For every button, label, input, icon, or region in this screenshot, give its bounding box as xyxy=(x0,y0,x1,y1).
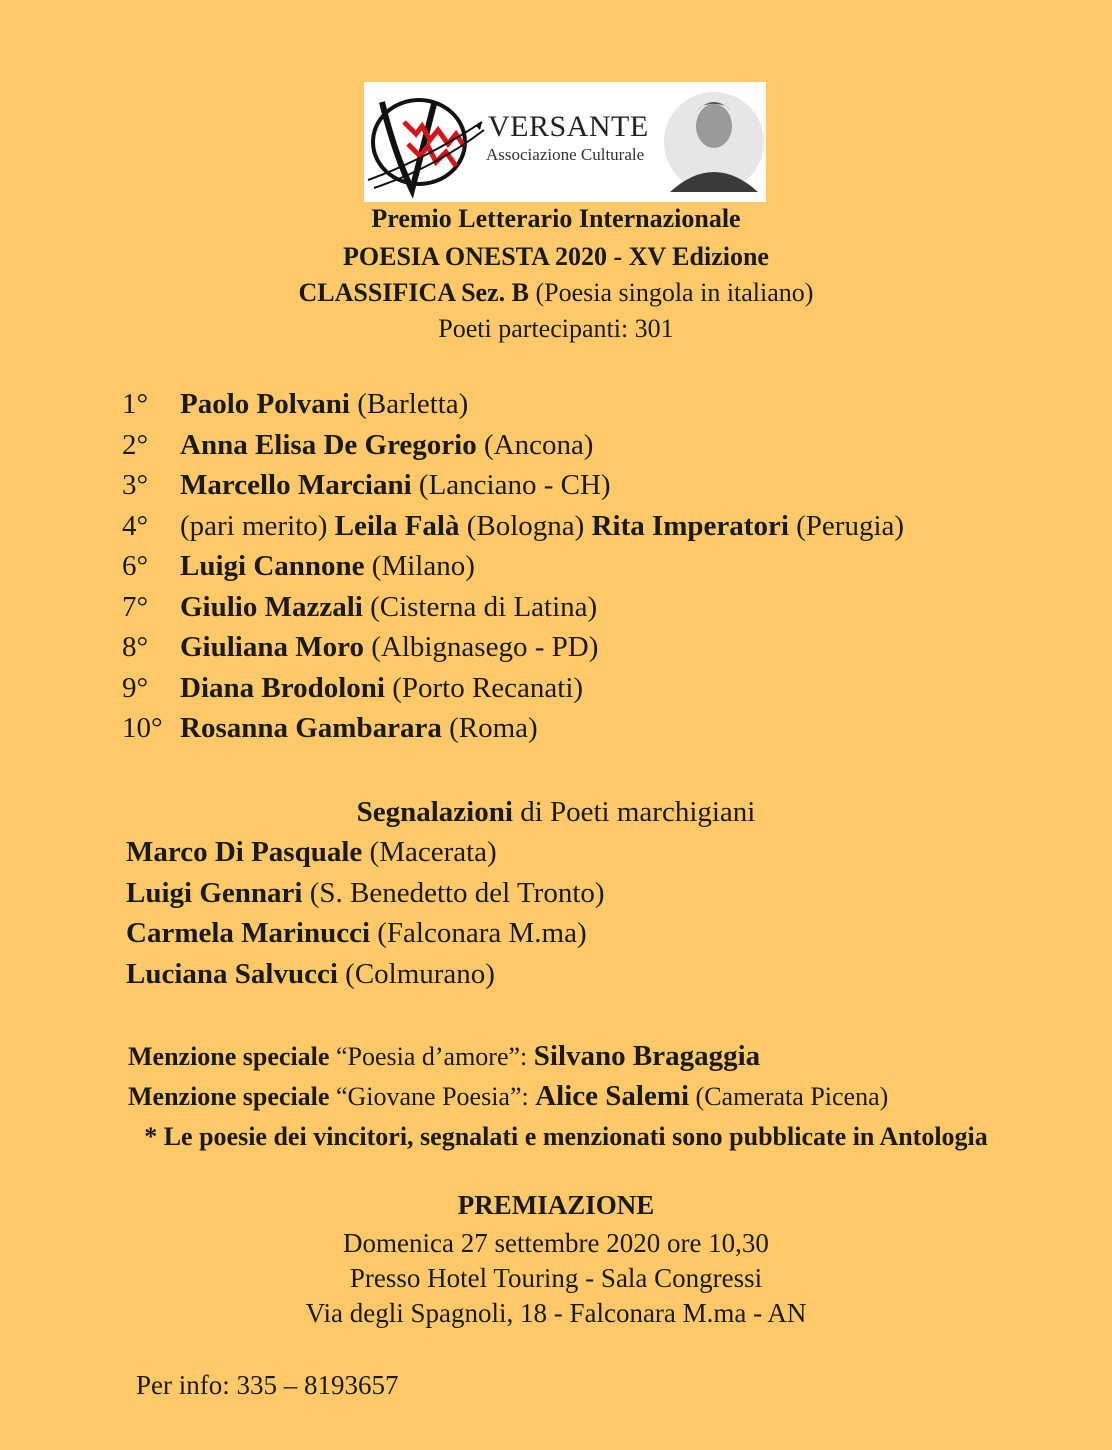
poet-city: (Barletta) xyxy=(349,388,469,420)
antologia-note: * Le poesie dei vincitori, segnalati e menzionati sono pubblicate in Antologia xyxy=(144,1122,988,1151)
ranking-row xyxy=(122,550,475,583)
poet-city: (Camerata Picena) xyxy=(689,1082,889,1111)
ranking-position: 3° xyxy=(122,469,149,501)
premiazione-date: Domenica 27 settembre 2020 ore 10,30 xyxy=(343,1228,769,1258)
poet-name: Paolo Polvani xyxy=(180,388,350,420)
segnalazione-row xyxy=(126,917,587,950)
poet-name: Anna Elisa De Gregorio xyxy=(180,429,477,461)
premiazione-title: PREMIAZIONE xyxy=(457,1190,655,1220)
ranking-row xyxy=(122,429,593,462)
menzione-label: Menzione speciale xyxy=(128,1082,330,1111)
poet-name: Marcello Marciani xyxy=(180,469,412,501)
poet-name: Carmela Marinucci xyxy=(126,917,371,949)
logo-subtitle-text: Associazione Culturale xyxy=(486,145,645,164)
ranking-position: 10° xyxy=(122,712,163,744)
menzione-category: “Giovane Poesia”: xyxy=(329,1082,536,1111)
poet-city: (Albignasego - PD) xyxy=(363,631,599,663)
poet-city: (Ancona) xyxy=(476,429,594,461)
poet-city: (Roma) xyxy=(441,712,538,744)
title-line-3: CLASSIFICA Sez. B (Poesia singola in italiano) xyxy=(298,278,814,307)
ranking-position: 7° xyxy=(122,591,149,623)
poet-name: Rosanna Gambarara xyxy=(180,712,442,744)
ranking-position: 9° xyxy=(122,672,149,704)
participants-count: Poeti partecipanti: 301 xyxy=(438,314,674,343)
poet-name: Alice Salemi xyxy=(535,1080,690,1112)
poet-city: (Cisterna di Latina) xyxy=(362,591,598,623)
menzione-row xyxy=(128,1040,760,1073)
ranking-position: 4° xyxy=(122,510,149,542)
poet-name: Luciana Salvucci xyxy=(126,958,338,990)
poet-city: (Bologna) xyxy=(459,510,592,542)
menzione-row xyxy=(128,1080,888,1113)
ranking-position: 1° xyxy=(122,388,149,420)
poet-city-2: (Perugia) xyxy=(788,510,905,542)
poet-name: Luigi Cannone xyxy=(180,550,365,582)
poet-name: Giuliana Moro xyxy=(180,631,364,663)
segnalazioni-title: Segnalazioni di Poeti marchigiani xyxy=(356,796,756,828)
ranking-row xyxy=(122,591,597,624)
premiazione-venue: Presso Hotel Touring - Sala Congressi xyxy=(349,1263,763,1293)
poet-name-2: Rita Imperatori xyxy=(591,510,789,542)
poet-city: (Porto Recanati) xyxy=(384,672,584,704)
segnalazione-row xyxy=(126,958,495,991)
ranking-row xyxy=(122,388,468,421)
poet-city: (Lanciano - CH) xyxy=(411,469,611,501)
poet-name: Diana Brodoloni xyxy=(180,672,385,704)
ranking-position: 2° xyxy=(122,429,149,461)
ranking-row xyxy=(122,510,904,543)
ranking-position: 6° xyxy=(122,550,149,582)
info-phone: Per info: 335 – 8193657 xyxy=(136,1370,399,1400)
logo-brand-text: VERSANTE xyxy=(488,110,649,143)
title-line-1: Premio Letterario Internazionale xyxy=(371,204,741,233)
segnalazione-row xyxy=(126,836,497,869)
poet-name: Marco Di Pasquale xyxy=(126,836,363,868)
ranking-row xyxy=(122,712,538,745)
poet-name: Giulio Mazzali xyxy=(180,591,363,623)
poet-city: (Macerata) xyxy=(362,836,497,868)
poet-city: (Falconara M.ma) xyxy=(370,917,587,949)
ranking-position: 8° xyxy=(122,631,149,663)
ranking-row xyxy=(122,469,611,502)
segnalazione-row xyxy=(126,877,605,910)
ranking-row xyxy=(122,631,598,664)
poet-city: (Milano) xyxy=(364,550,475,582)
versante-logo xyxy=(364,82,766,202)
poet-name: Silvano Bragaggia xyxy=(533,1040,761,1072)
menzione-category: “Poesia d’amore”: xyxy=(329,1042,534,1071)
poet-name: Leila Falà xyxy=(334,510,460,542)
premiazione-address: Via degli Spagnoli, 18 - Falconara M.ma - AN xyxy=(305,1298,807,1328)
title-line-2: POESIA ONESTA 2020 - XV Edizione xyxy=(343,242,769,271)
ranking-prefix: (pari merito) xyxy=(180,510,335,542)
menzione-label: Menzione speciale xyxy=(128,1042,330,1071)
poet-city: (S. Benedetto del Tronto) xyxy=(302,877,605,909)
poet-name: Luigi Gennari xyxy=(126,877,303,909)
ranking-row xyxy=(122,672,583,705)
poet-city: (Colmurano) xyxy=(337,958,495,990)
